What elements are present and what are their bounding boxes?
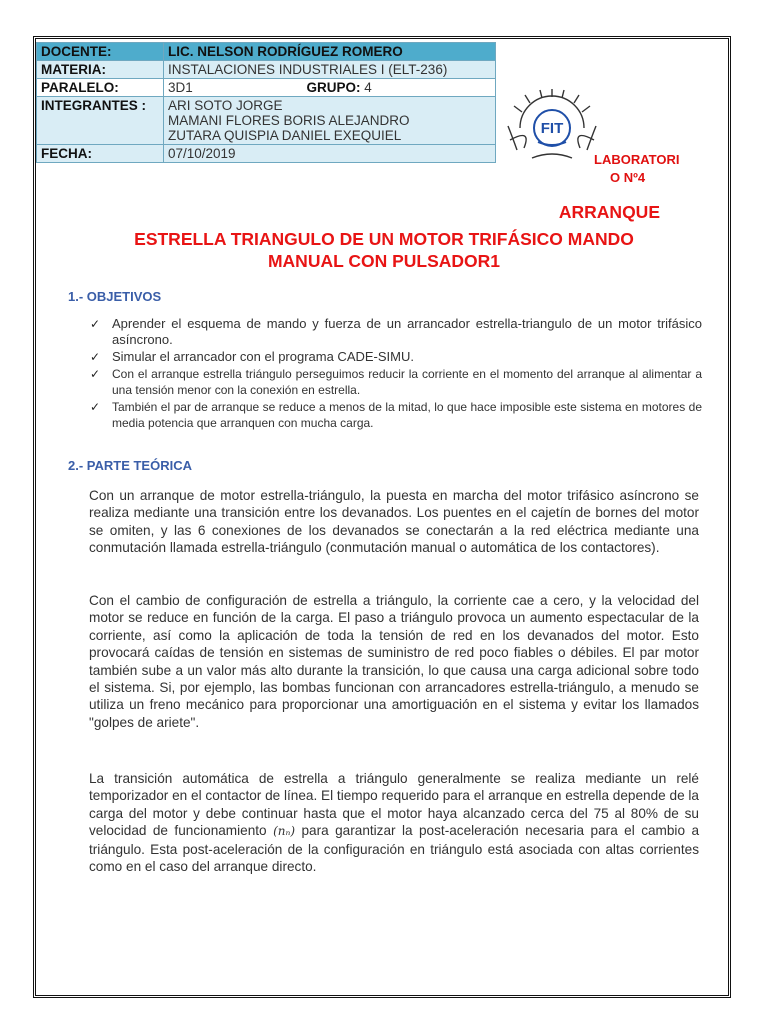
list-item: ✓ Simular el arrancador con el programa CADE-SIMU. — [90, 349, 414, 364]
grupo-label: GRUPO: — [306, 80, 361, 95]
lab-line-2: O Nº4 — [610, 170, 646, 185]
row-materia — [37, 61, 496, 79]
lab-number — [594, 151, 706, 187]
integrantes-value — [164, 97, 496, 145]
logo-text: FIT — [540, 120, 564, 137]
row-paralelo — [37, 79, 496, 97]
list-item: ✓ También el par de arranque se reduce a menos de la mitad, lo que hace imposible este sistema en motores de media potencia que arranquen con mucha carga. — [90, 400, 702, 430]
integrante-3: ZUTARA QUISPIA DANIEL EXEQUIEL — [168, 128, 402, 143]
fecha-label: FECHA: — [37, 145, 164, 163]
lab-line-1: LABORATORI — [594, 152, 680, 167]
check-icon: ✓ — [90, 400, 101, 414]
docente-value: LIC. NELSON RODRÍGUEZ ROMERO — [164, 43, 496, 61]
paragraph-1: Con un arranque de motor estrella-triángulo, la puesta en marcha del motor trifásico asíncrono se realiza mediante una transición entre los devanados. Los puentes en el cajetín de bornes del motor se omiten, y las 6 conexiones de los devanados se conectarán a la red eléctrica mediante una conmutación llamada estrella-triángulo (conmutación manual o automática de los contactores). — [89, 488, 699, 556]
check-icon: ✓ — [90, 317, 101, 331]
objetivos-list — [88, 316, 702, 432]
integrantes-label: INTEGRANTES : — [37, 97, 164, 145]
list-item: ✓ Con el arranque estrella triángulo perseguimos reducir la corriente en el momento del arranque al alimentar a una tensión menor con la conexión en estrella. — [90, 367, 702, 397]
header-table — [36, 42, 496, 163]
check-icon: ✓ — [90, 367, 101, 381]
integrante-1: ARI SOTO JORGE — [168, 98, 283, 113]
docente-label: DOCENTE: — [37, 43, 164, 61]
gear-logo-icon — [502, 88, 602, 170]
paragraph-2: Con el cambio de configuración de estrella a triángulo, la corriente cae a cero, y la velocidad del motor se reduce en función de la carga. El paso a triángulo provoca un aumento espectacular de la corriente, así como la aplicación de toda la tensión de red en los devanados del motor. Esto provocará caídas de tensión en sistemas de suministro de red poco fiables o débiles. El par motor también sube a un valor más alto durante la transición, lo que causa una carga adicional sobre todo el sistema. Si, por ejemplo, las bombas funcionan con arrancadores estrella-triángulo, a menudo se utiliza un freno mecánico para proporcionar una amortiguación en el sistema y evitar los llamados "golpes de ariete". — [89, 593, 699, 730]
title-line-2: ESTRELLA TRIANGULO DE UN MOTOR TRIFÁSICO MANDO — [134, 229, 634, 249]
fecha-value: 07/10/2019 — [164, 145, 496, 163]
title-main — [60, 228, 708, 272]
materia-value: INSTALACIONES INDUSTRIALES I (ELT-236) — [164, 61, 496, 79]
check-icon: ✓ — [90, 350, 101, 364]
row-fecha — [37, 145, 496, 163]
paralelo-cell — [164, 79, 496, 97]
section-teorica-heading: 2.- PARTE TEÓRICA — [68, 458, 192, 473]
row-docente — [37, 43, 496, 61]
title-line-3: MANUAL CON PULSADOR1 — [267, 251, 501, 271]
section-objetivos-heading: 1.- OBJETIVOS — [68, 289, 162, 304]
materia-label: MATERIA: — [37, 61, 164, 79]
integrante-2: MAMANI FLORES BORIS ALEJANDRO — [168, 113, 410, 128]
title-line-1: ARRANQUE — [558, 202, 660, 222]
math-nn: (nₙ) — [273, 824, 296, 839]
paragraph-3: La transición automática de estrella a triángulo generalmente se realiza mediante un relé temporizador en el contactor de línea. El tiempo requerido para el arranque en estrella depende de la carga del motor y debe continuar hasta que el motor haya alcanzado cerca del 75 al 80% de su velocidad de funcionamiento (nₙ) para garantizar la post-aceleración necesaria para el cambio a triángulo. Esta post-aceleración de la configuración en triángulo está asociada con altas corrientes como en el caso del arranque directo. — [89, 771, 700, 875]
paralelo-value: 3D1 — [168, 80, 193, 95]
grupo-value: 4 — [364, 80, 372, 95]
row-integrantes — [37, 97, 496, 145]
paralelo-label: PARALELO: — [37, 79, 164, 97]
list-item: ✓ Aprender el esquema de mando y fuerza de un arrancador estrella-triangulo de un motor trifásico asíncrono. — [90, 316, 702, 347]
